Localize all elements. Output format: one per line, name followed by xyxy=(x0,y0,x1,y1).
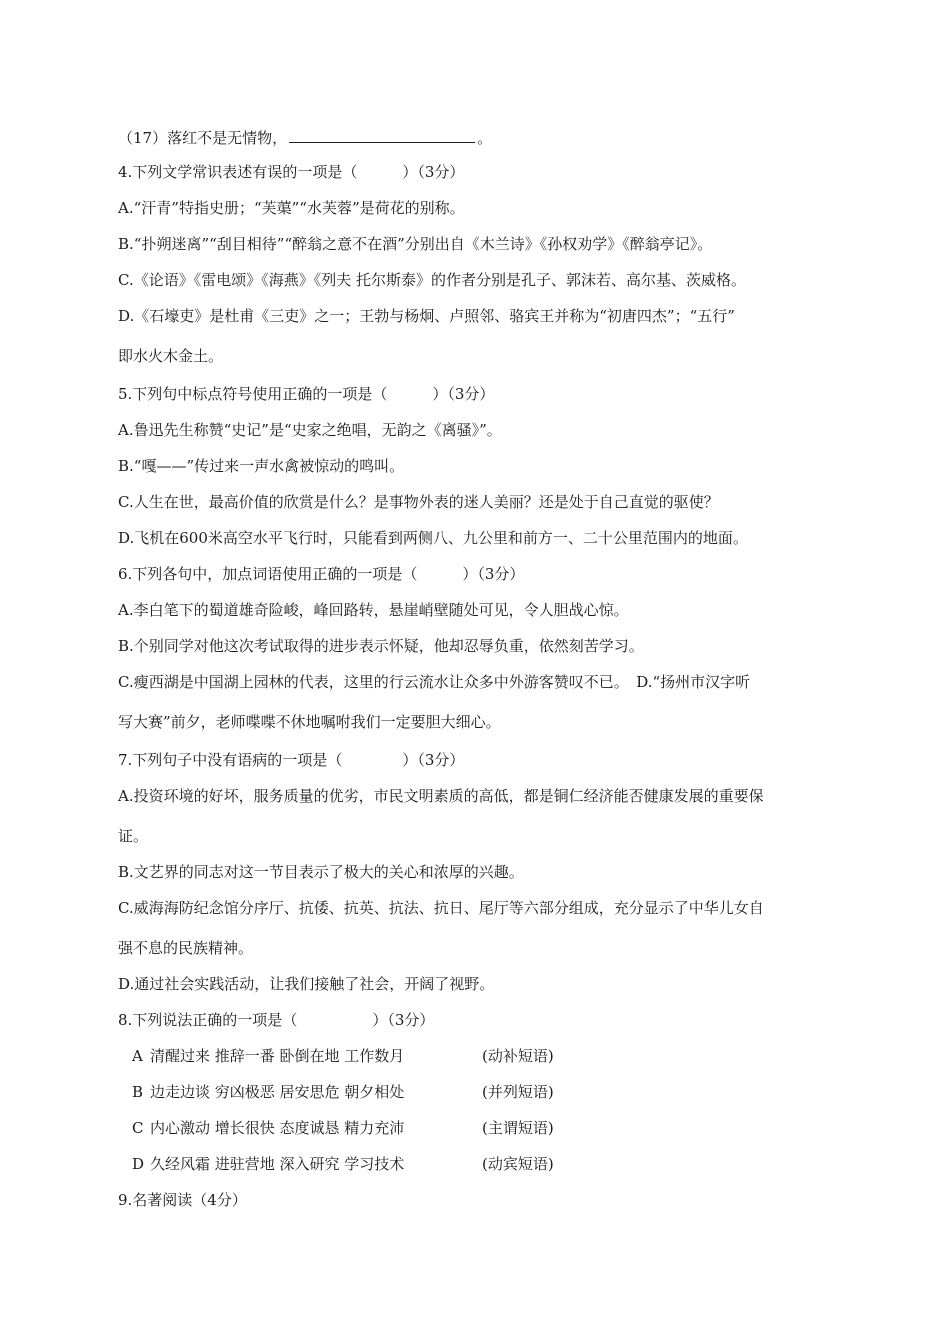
text-line: B.文艺界的同志对这一节目表示了极大的关心和浓厚的兴趣。 xyxy=(118,863,524,881)
q17-line xyxy=(118,127,492,147)
q8-option-phrases: 内心激动 增长很快 态度诚恳 精力充沛 xyxy=(150,1119,405,1137)
text-line: D.通过社会实践活动，让我们接触了社会，开阔了视野。 xyxy=(118,975,495,993)
text-line: A.投资环境的好坏，服务质量的优劣，市民文明素质的高低，都是铜仁经济能否健康发展的重要保 xyxy=(118,787,764,805)
text-line: 7.下列句子中没有语病的一项是（ ）（3分） xyxy=(118,751,465,769)
q8-option-letter: C xyxy=(132,1119,144,1137)
text-line: 即水火木金土。 xyxy=(118,347,224,365)
text-line: B.个别同学对他这次考试取得的进步表示怀疑，他却忍辱负重，依然刻苦学习。 xyxy=(118,637,644,655)
q8-option-type: (并列短语) xyxy=(482,1083,554,1101)
text-line: 4.下列文学常识表述有误的一项是（ ）（3分） xyxy=(118,163,465,181)
text-line: A.鲁迅先生称赞“史记”是“史家之绝唱，无韵之《离骚》”。 xyxy=(118,421,502,439)
text-line: A.“汗青”特指史册；“芙蕖”“水芙蓉”是荷花的别称。 xyxy=(118,199,465,217)
text-line: 8.下列说法正确的一项是（ ）（3分） xyxy=(118,1011,435,1029)
q8-option-type: (动宾短语) xyxy=(482,1155,554,1173)
text-line: 5.下列句中标点符号使用正确的一项是（ ）（3分） xyxy=(118,385,495,403)
q8-option-phrases: 清醒过来 推辞一番 卧倒在地 工作数月 xyxy=(150,1047,405,1065)
text-line: D.《石壕吏》是杜甫《三吏》之一；王勃与杨炯、卢照邻、骆宾王并称为“初唐四杰”；“五行” xyxy=(118,307,735,325)
text-line: C.瘦西湖是中国湖上园林的代表，这里的行云流水让众多中外游客赞叹不已。 D.“扬州市汉字听 xyxy=(118,673,751,691)
text-line: 6.下列各句中，加点词语使用正确的一项是（ ）（3分） xyxy=(118,565,525,583)
q8-option-type: (主谓短语) xyxy=(482,1119,554,1137)
text-line: D.飞机在600米高空水平飞行时，只能看到两侧八、九公里和前方一、二十公里范围内的地面。 xyxy=(118,529,748,547)
text-line: 强不息的民族精神。 xyxy=(118,939,254,957)
text-line: 证。 xyxy=(118,827,149,845)
text-line: B.“扑朔迷离”“刮目相待”“醉翁之意不在酒”分别出自《木兰诗》《孙权劝学》《醉翁亭记》。 xyxy=(118,235,713,253)
q8-option-letter: B xyxy=(132,1083,144,1101)
q17-prefix: （17）落红不是无情物， xyxy=(118,129,288,147)
q8-option-type: (动补短语) xyxy=(482,1047,554,1065)
q9-heading: 9.名著阅读（4分） xyxy=(118,1191,247,1209)
q8-option-letter: D xyxy=(132,1155,145,1173)
q8-option-phrases: 边走边谈 穷凶极恶 居安思危 朝夕相处 xyxy=(150,1083,405,1101)
text-line: C.《论语》《雷电颂》《海燕》《列夫 托尔斯泰》的作者分别是孔子、郭沫若、高尔基、茨威格。 xyxy=(118,271,746,289)
q8-option-letter: A xyxy=(132,1047,143,1065)
q8-option-phrases: 久经风霜 进驻营地 深入研究 学习技术 xyxy=(150,1155,405,1173)
text-line: C.威海海防纪念馆分序厅、抗倭、抗英、抗法、抗日、尾厅等六部分组成，充分显示了中华儿女自 xyxy=(118,899,764,917)
text-line: C.人生在世，最高价值的欣赏是什么？是事物外表的迷人美丽？还是处于自己直觉的驱使？ xyxy=(118,493,719,511)
q17-suffix: 。 xyxy=(477,129,493,147)
text-line: B.“嘎——”传过来一声水禽被惊动的鸣叫。 xyxy=(118,457,405,475)
text-line: A.李白笔下的蜀道雄奇险峻，峰回路转，悬崖峭壁随处可见，令人胆战心惊。 xyxy=(118,601,629,619)
q17-answer-blank[interactable] xyxy=(289,127,475,143)
text-line: 写大赛”前夕，老师喋喋不休地嘱咐我们一定要胆大细心。 xyxy=(118,713,501,731)
